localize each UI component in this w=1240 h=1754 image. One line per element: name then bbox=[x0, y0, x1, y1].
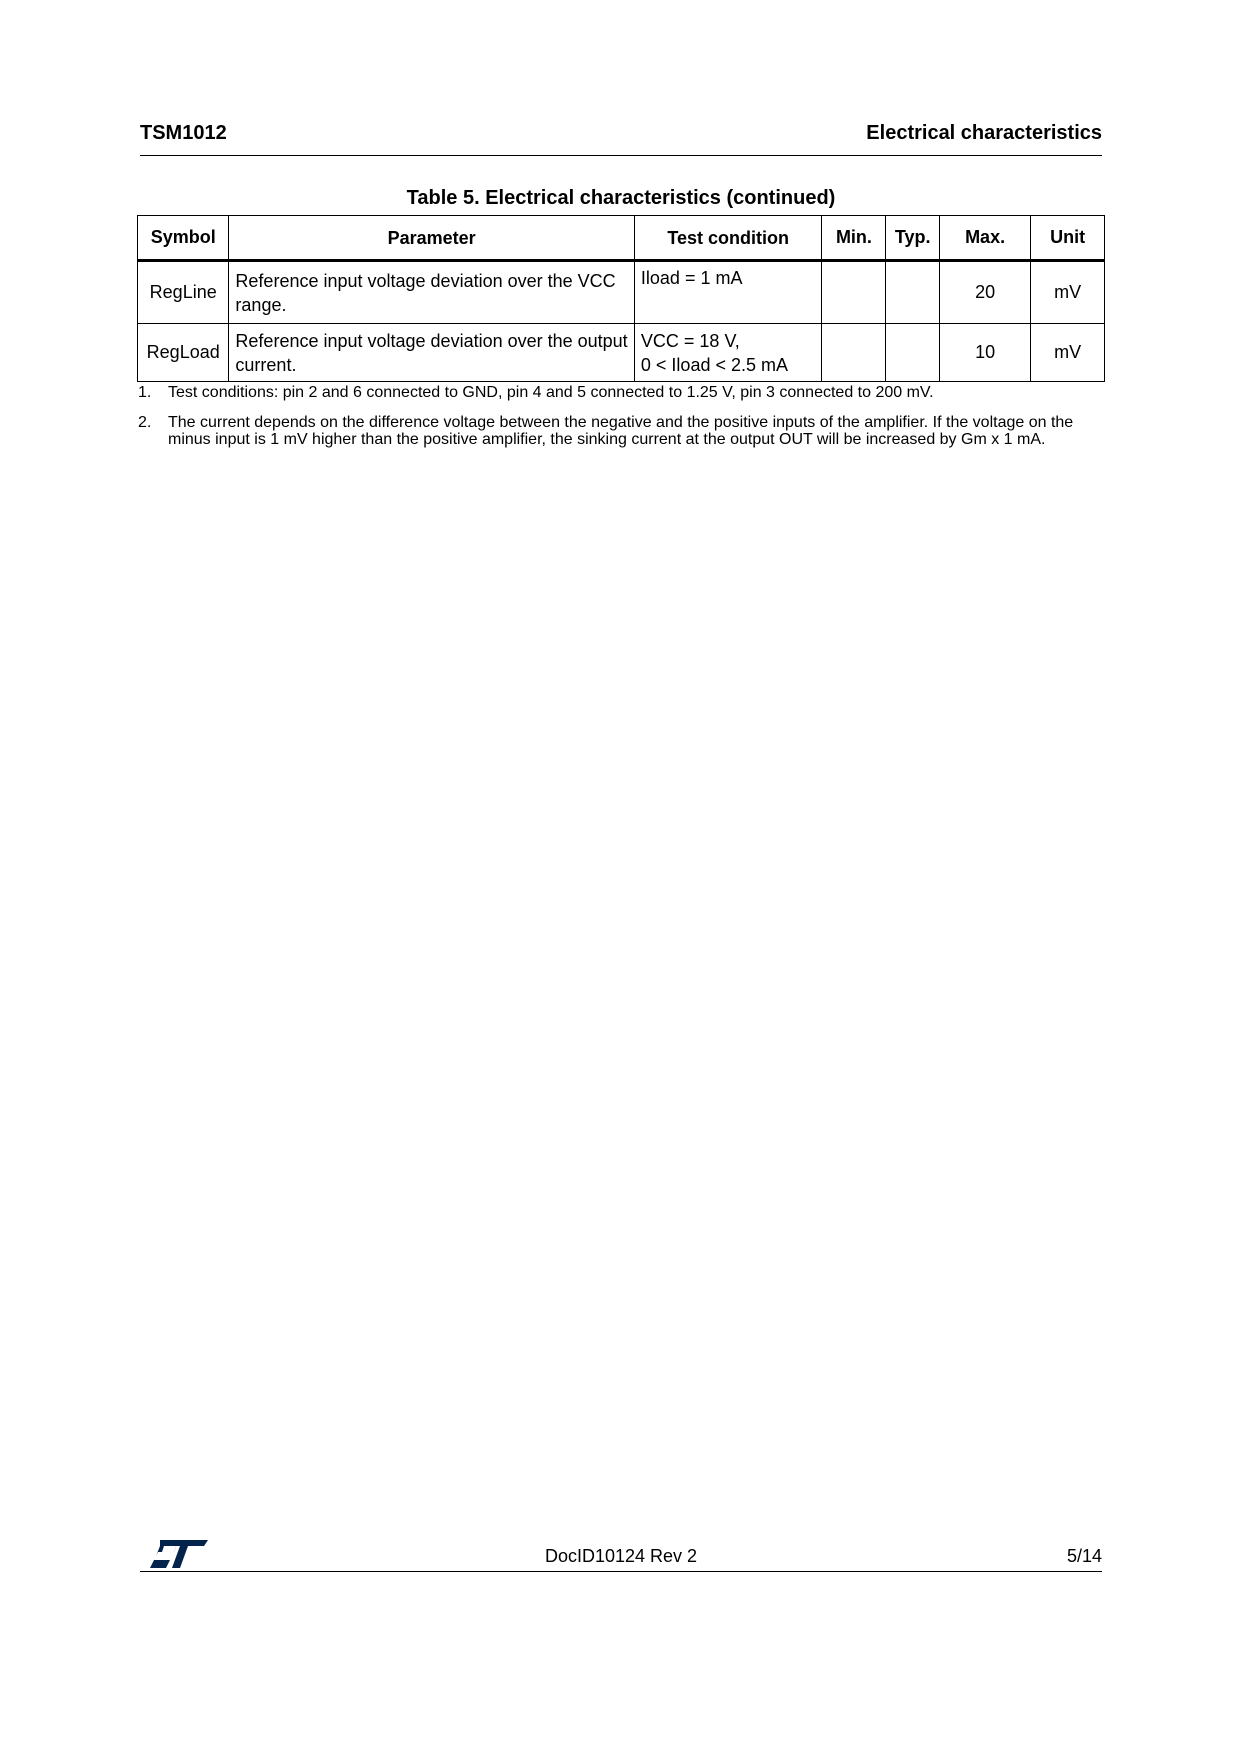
cell-test-condition bbox=[634, 324, 821, 382]
cell-max: 10 bbox=[939, 324, 1030, 382]
cell-typ bbox=[886, 324, 939, 382]
table-title: Table 5. Electrical characteristics (continued) bbox=[406, 187, 836, 209]
column-header-test-condition: Test condition bbox=[634, 216, 821, 261]
cell-test-condition bbox=[634, 261, 821, 324]
cell-parameter: Reference input voltage deviation over the output current. bbox=[229, 324, 634, 382]
table-row bbox=[138, 324, 1105, 382]
footnote-number: 1. bbox=[138, 384, 152, 401]
test-condition-line: Iload = 1 mA bbox=[640, 268, 743, 288]
cell-parameter: Reference input voltage deviation over the VCC range. bbox=[229, 261, 634, 324]
page-footer bbox=[140, 1532, 1102, 1572]
footnote-number: 2. bbox=[138, 414, 152, 431]
section-title: Electrical characteristics bbox=[866, 122, 1102, 144]
cell-max: 20 bbox=[939, 261, 1030, 324]
table-header-row bbox=[138, 216, 1105, 261]
cell-unit: mV bbox=[1031, 324, 1105, 382]
cell-typ bbox=[886, 261, 939, 324]
test-condition-line: VCC = 18 V, bbox=[640, 330, 740, 351]
page-number: 5/14 bbox=[1066, 1546, 1102, 1566]
table-footnotes bbox=[138, 384, 1098, 461]
column-header-typ: Typ. bbox=[886, 216, 939, 261]
column-header-symbol: Symbol bbox=[138, 216, 229, 261]
footnote bbox=[138, 414, 1098, 448]
cell-symbol: RegLoad bbox=[138, 324, 229, 382]
footnote-text: The current depends on the difference voltage between the negative and the positive inputs of the amplifier. If the voltage on the minus input is 1 mV higher than the positive amplifier, the sinking current at the output OUT will be increased by Gm x 1 mA. bbox=[168, 414, 1074, 448]
column-header-unit: Unit bbox=[1031, 216, 1105, 261]
electrical-characteristics-table bbox=[137, 215, 1105, 382]
footnote-text: Test conditions: pin 2 and 6 connected to GND, pin 4 and 5 connected to 1.25 V, pin 3 connected to 200 mV. bbox=[168, 384, 934, 401]
test-condition-line: 0 < Iload < 2.5 mA bbox=[640, 354, 788, 375]
document-id: DocID10124 Rev 2 bbox=[544, 1546, 698, 1566]
column-header-max: Max. bbox=[939, 216, 1030, 261]
footnote bbox=[138, 384, 1098, 401]
table-row bbox=[138, 261, 1105, 324]
cell-min bbox=[822, 261, 886, 324]
cell-symbol: RegLine bbox=[138, 261, 229, 324]
product-name: TSM1012 bbox=[140, 122, 227, 144]
cell-unit: mV bbox=[1031, 261, 1105, 324]
column-header-min: Min. bbox=[822, 216, 886, 261]
cell-min bbox=[822, 324, 886, 382]
page-header bbox=[140, 118, 1102, 156]
column-header-parameter: Parameter bbox=[229, 216, 634, 261]
